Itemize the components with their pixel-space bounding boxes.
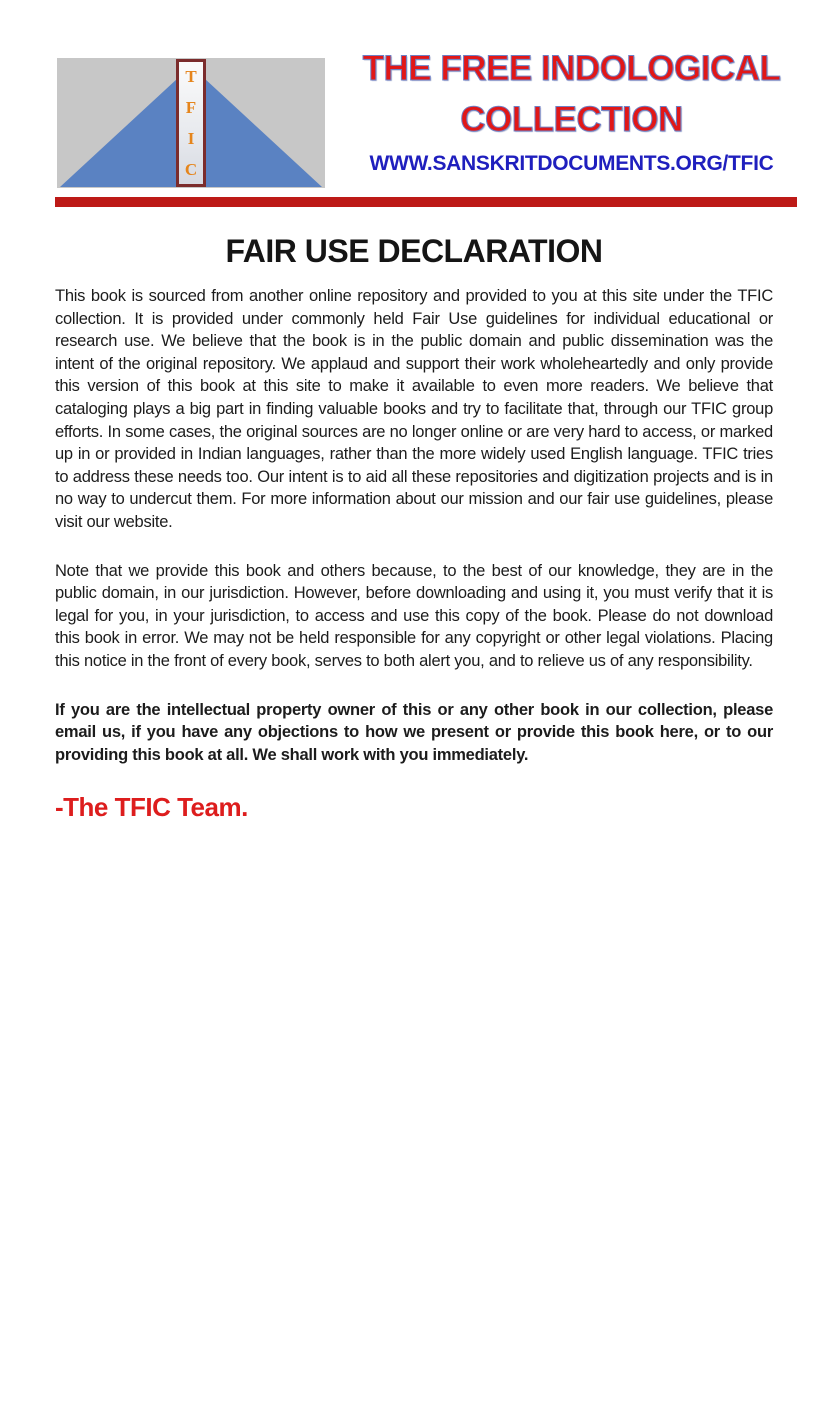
tfic-logo — [57, 58, 325, 188]
collection-title-line1: THE FREE INDOLOGICAL — [362, 49, 781, 88]
logo-center-column — [176, 59, 206, 187]
logo-letter-t: T — [185, 67, 197, 86]
page-title: FAIR USE DECLARATION — [225, 233, 603, 269]
logo-letter-c: C — [184, 160, 198, 179]
paragraph-ip-owner-notice: If you are the intellectual property owner of this or any other book in our collection, please email us, if you have any objections to how we present or provide this book here, or to our providing this book at all. We shall work with you immediately. — [55, 700, 773, 764]
double-red-rule — [55, 197, 797, 207]
header-titles — [345, 50, 798, 175]
collection-url: WWW.SANSKRITDOCUMENTS.ORG/TFIC — [369, 152, 774, 175]
logo-letter-i: I — [187, 129, 195, 148]
signature-tfic-team: -The TFIC Team. — [55, 792, 248, 823]
paragraph-sourcing: This book is sourced from another online repository and provided to you at this site under the TFIC collection. It is provided under commonly held Fair Use guidelines for individual educational or research use. We believe that the book is in the public domain and public dissemination was the intent of the original repository. We applaud and support their work wholeheartedly and only provide this version of this book at this site to make it available to even more readers. We believe that cataloging plays a big part in finding valuable books and try to facilitate that, through our TFIC group efforts. In some cases, the original sources are no longer online or are very hard to access, or marked up in or provided in Indian languages, rather than the more widely used English language. TFIC tries to address these needs too. Our intent is to aid all these repositories and digitization projects and is in no way to undercut them. For more information about our mission and our fair use guidelines, please visit our website. — [55, 287, 773, 531]
logo-letter-f: F — [185, 98, 197, 117]
document-body — [55, 285, 773, 822]
paragraph-jurisdiction: Note that we provide this book and others because, to the best of our knowledge, they are in the public domain, in our jurisdiction. However, before downloading and using it, you must verify that it is legal for you, in your jurisdiction, to access and use this copy of the book. Please do not download this book in error. We may not be held responsible for any copyright or other legal violations. Placing this notice in the front of every book, serves to both alert you, and to relieve us of any responsibility. — [55, 561, 773, 670]
collection-title-line2: COLLECTION — [460, 100, 683, 139]
